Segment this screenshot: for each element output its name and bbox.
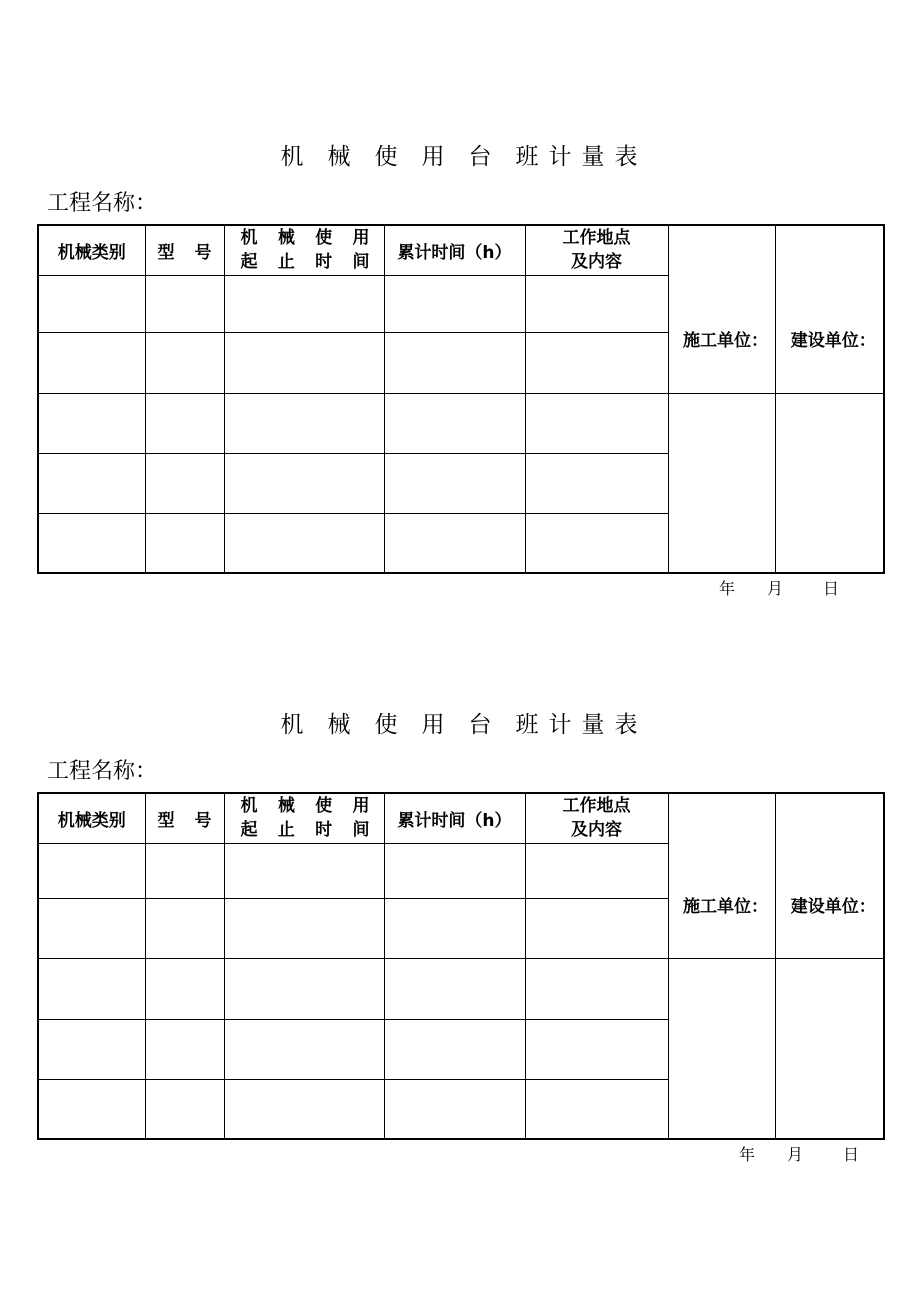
contractor-signature-cell[interactable]: 施工单位：: [668, 225, 775, 393]
cell-category[interactable]: [38, 453, 145, 513]
owner-signature-cell[interactable]: 建设单位：: [775, 793, 884, 958]
cell-usage-period[interactable]: [224, 1019, 384, 1079]
cell-model[interactable]: [145, 958, 224, 1019]
cell-cumulative[interactable]: [384, 393, 525, 453]
cell-model[interactable]: [145, 843, 224, 898]
cell-category[interactable]: [38, 275, 145, 332]
cell-category[interactable]: [38, 1079, 145, 1139]
cell-location[interactable]: [525, 393, 668, 453]
cell-category[interactable]: [38, 843, 145, 898]
form-title: 机 械 使 用 台 班 计 量 表: [280, 144, 640, 170]
cell-location[interactable]: [525, 275, 668, 332]
cell-cumulative[interactable]: [384, 453, 525, 513]
cell-category[interactable]: [38, 958, 145, 1019]
cell-category[interactable]: [38, 513, 145, 573]
cell-location[interactable]: [525, 898, 668, 958]
cell-cumulative[interactable]: [384, 958, 525, 1019]
cell-location[interactable]: [525, 843, 668, 898]
cell-model[interactable]: [145, 1019, 224, 1079]
cell-model[interactable]: [145, 513, 224, 573]
header-machine-category: 机械类别: [38, 225, 145, 275]
cell-location[interactable]: [525, 513, 668, 573]
cell-cumulative[interactable]: [384, 332, 525, 393]
header-machine-category: 机械类别: [38, 793, 145, 843]
cell-model[interactable]: [145, 453, 224, 513]
cell-model[interactable]: [145, 1079, 224, 1139]
cell-model[interactable]: [145, 275, 224, 332]
machine-usage-table: [37, 792, 885, 1140]
table-row: [38, 393, 884, 453]
cell-location[interactable]: [525, 1019, 668, 1079]
project-name-label: 工程名称：: [47, 191, 158, 216]
cell-category[interactable]: [38, 898, 145, 958]
date-line: 年 月 日: [739, 1145, 860, 1164]
header-usage-period: 机 械 使 用 起 止 时 间: [224, 225, 384, 275]
cell-category[interactable]: [38, 332, 145, 393]
machine-usage-table: [37, 224, 885, 574]
form-title: 机 械 使 用 台 班 计 量 表: [280, 712, 640, 738]
contractor-signature-cell[interactable]: 施工单位：: [668, 793, 775, 958]
cell-usage-period[interactable]: [224, 958, 384, 1019]
cell-category[interactable]: [38, 1019, 145, 1079]
header-location-content: 工作地点 及内容: [525, 225, 668, 275]
owner-signature-area[interactable]: [775, 958, 884, 1139]
header-cumulative-time: 累计时间（h）: [384, 225, 525, 275]
table-row: [38, 958, 884, 1019]
cell-cumulative[interactable]: [384, 513, 525, 573]
owner-signature-cell[interactable]: 建设单位：: [775, 225, 884, 393]
cell-usage-period[interactable]: [224, 513, 384, 573]
cell-location[interactable]: [525, 958, 668, 1019]
cell-usage-period[interactable]: [224, 453, 384, 513]
cell-cumulative[interactable]: [384, 898, 525, 958]
header-model: 型 号: [145, 225, 224, 275]
cell-category[interactable]: [38, 393, 145, 453]
cell-location[interactable]: [525, 453, 668, 513]
cell-cumulative[interactable]: [384, 1019, 525, 1079]
cell-location[interactable]: [525, 1079, 668, 1139]
cell-usage-period[interactable]: [224, 332, 384, 393]
cell-cumulative[interactable]: [384, 275, 525, 332]
header-model: 型 号: [145, 793, 224, 843]
date-line: 年 月 日: [719, 579, 840, 598]
cell-model[interactable]: [145, 393, 224, 453]
cell-usage-period[interactable]: [224, 898, 384, 958]
cell-usage-period[interactable]: [224, 393, 384, 453]
cell-cumulative[interactable]: [384, 1079, 525, 1139]
cell-location[interactable]: [525, 332, 668, 393]
cell-model[interactable]: [145, 898, 224, 958]
cell-model[interactable]: [145, 332, 224, 393]
contractor-signature-area[interactable]: [668, 393, 775, 573]
header-usage-period: 机 械 使 用 起 止 时 间: [224, 793, 384, 843]
cell-usage-period[interactable]: [224, 1079, 384, 1139]
cell-usage-period[interactable]: [224, 275, 384, 332]
cell-cumulative[interactable]: [384, 843, 525, 898]
owner-signature-area[interactable]: [775, 393, 884, 573]
header-location-content: 工作地点 及内容: [525, 793, 668, 843]
project-name-label: 工程名称：: [47, 759, 158, 784]
contractor-signature-area[interactable]: [668, 958, 775, 1139]
cell-usage-period[interactable]: [224, 843, 384, 898]
header-cumulative-time: 累计时间（h）: [384, 793, 525, 843]
